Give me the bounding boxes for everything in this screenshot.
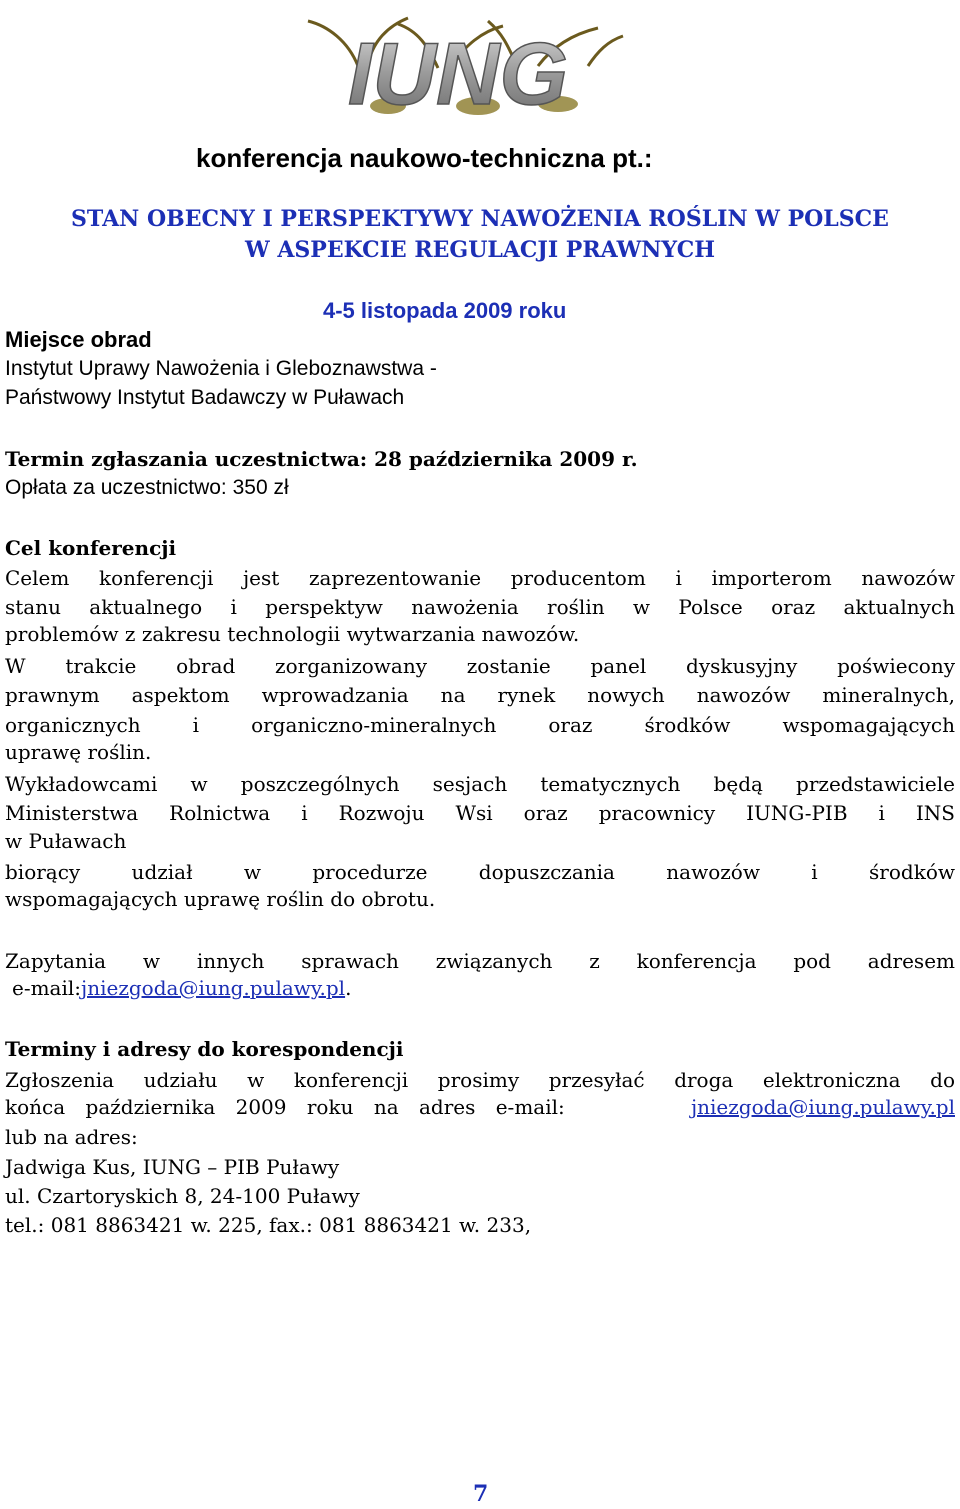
goal-paragraph3-line5: wspomagających uprawę roślin do obrotu. [5, 887, 436, 911]
goal-paragraph2-line3: organicznych i organiczno-mineralnych oraz środków wspomagających [5, 713, 955, 737]
goal-paragraph1-line3: problemów z zakresu technologii wytwarzania nawozów. [5, 622, 580, 646]
conference-type-heading: konferencja naukowo-techniczna pt.: [196, 143, 653, 173]
correspondence-address-street: ul. Czartoryskich 8, 24-100 Puławy [5, 1184, 360, 1208]
email-suffix: . [345, 976, 352, 1000]
goal-paragraph1-line1: Celem konferencji jest zaprezentowanie producentom i importerom nawozów [5, 566, 955, 590]
inquiries-email-link[interactable]: jniezgoda@iung.pulawy.pl [81, 976, 346, 1000]
page-number: 7 [473, 1481, 489, 1507]
goal-paragraph2-line2: prawnym aspektom wprowadzania na rynek nowych nawozów mineralnych, [5, 683, 955, 707]
correspondence-phone-fax: tel.: 081 8863421 w. 225, fax.: 081 8863421 w. 233, [5, 1213, 532, 1237]
venue-label: Miejsce obrad [5, 327, 152, 352]
goal-paragraph1-line2: stanu aktualnego i perspektyw nawożenia roślin w Polsce oraz aktualnych [5, 595, 955, 619]
correspondence-label: Terminy i adresy do korespondencji [5, 1037, 404, 1061]
goal-paragraph3-line3: w Puławach [5, 829, 127, 853]
email-prefix: e-mail: [12, 976, 82, 1000]
correspondence-line2 [5, 1095, 955, 1119]
registration-deadline: Termin zgłaszania uczestnictwa: 28 października 2009 r. [5, 447, 638, 471]
svg-text:IUNG: IUNG [348, 24, 568, 122]
correspondence-email-link[interactable]: jniezgoda@iung.pulawy.pl [690, 1095, 955, 1119]
correspondence-line2-text: końca października 2009 roku na adres e-mail: [5, 1095, 565, 1119]
participation-fee: Opłata za uczestnictwo: 350 zł [5, 476, 289, 499]
venue-line1: Instytut Uprawy Nawożenia i Gleboznawstwa - [5, 357, 437, 380]
conference-title-line2: W ASPEKCIE REGULACJI PRAWNYCH [244, 237, 716, 263]
iung-logo [288, 6, 628, 122]
inquiries-line1: Zapytania w innych sprawach związanych z konferencja pod adresem [5, 949, 955, 973]
goal-paragraph2-line4: uprawę roślin. [5, 740, 152, 764]
venue-line2: Państwowy Instytut Badawczy w Puławach [5, 386, 405, 409]
goal-paragraph2-line1: W trakcie obrad zorganizowany zostanie panel dyskusyjny poświecony [5, 654, 955, 678]
correspondence-line1: Zgłoszenia udziału w konferencji prosimy przesyłać droga elektroniczna do [5, 1068, 955, 1092]
correspondence-address-name: Jadwiga Kus, IUNG – PIB Puławy [5, 1155, 340, 1179]
inquiries-line2 [12, 976, 351, 1000]
goal-paragraph3-line2: Ministerstwa Rolnictwa i Rozwoju Wsi oraz pracownicy IUNG-PIB i INS [5, 801, 955, 825]
logo-graphic [288, 6, 628, 122]
goal-label: Cel konferencji [5, 536, 177, 560]
goal-paragraph3-line4: biorący udział w procedurze dopuszczania nawozów i środków [5, 860, 955, 884]
conference-title-line1: STAN OBECNY I PERSPEKTYWY NAWOŻENIA ROŚLIN W POLSCE [71, 206, 889, 232]
correspondence-line3: lub na adres: [5, 1125, 138, 1149]
conference-date: 4-5 listopada 2009 roku [323, 298, 567, 323]
goal-paragraph3-line1: Wykładowcami w poszczególnych sesjach tematycznych będą przedstawiciele [5, 772, 955, 796]
